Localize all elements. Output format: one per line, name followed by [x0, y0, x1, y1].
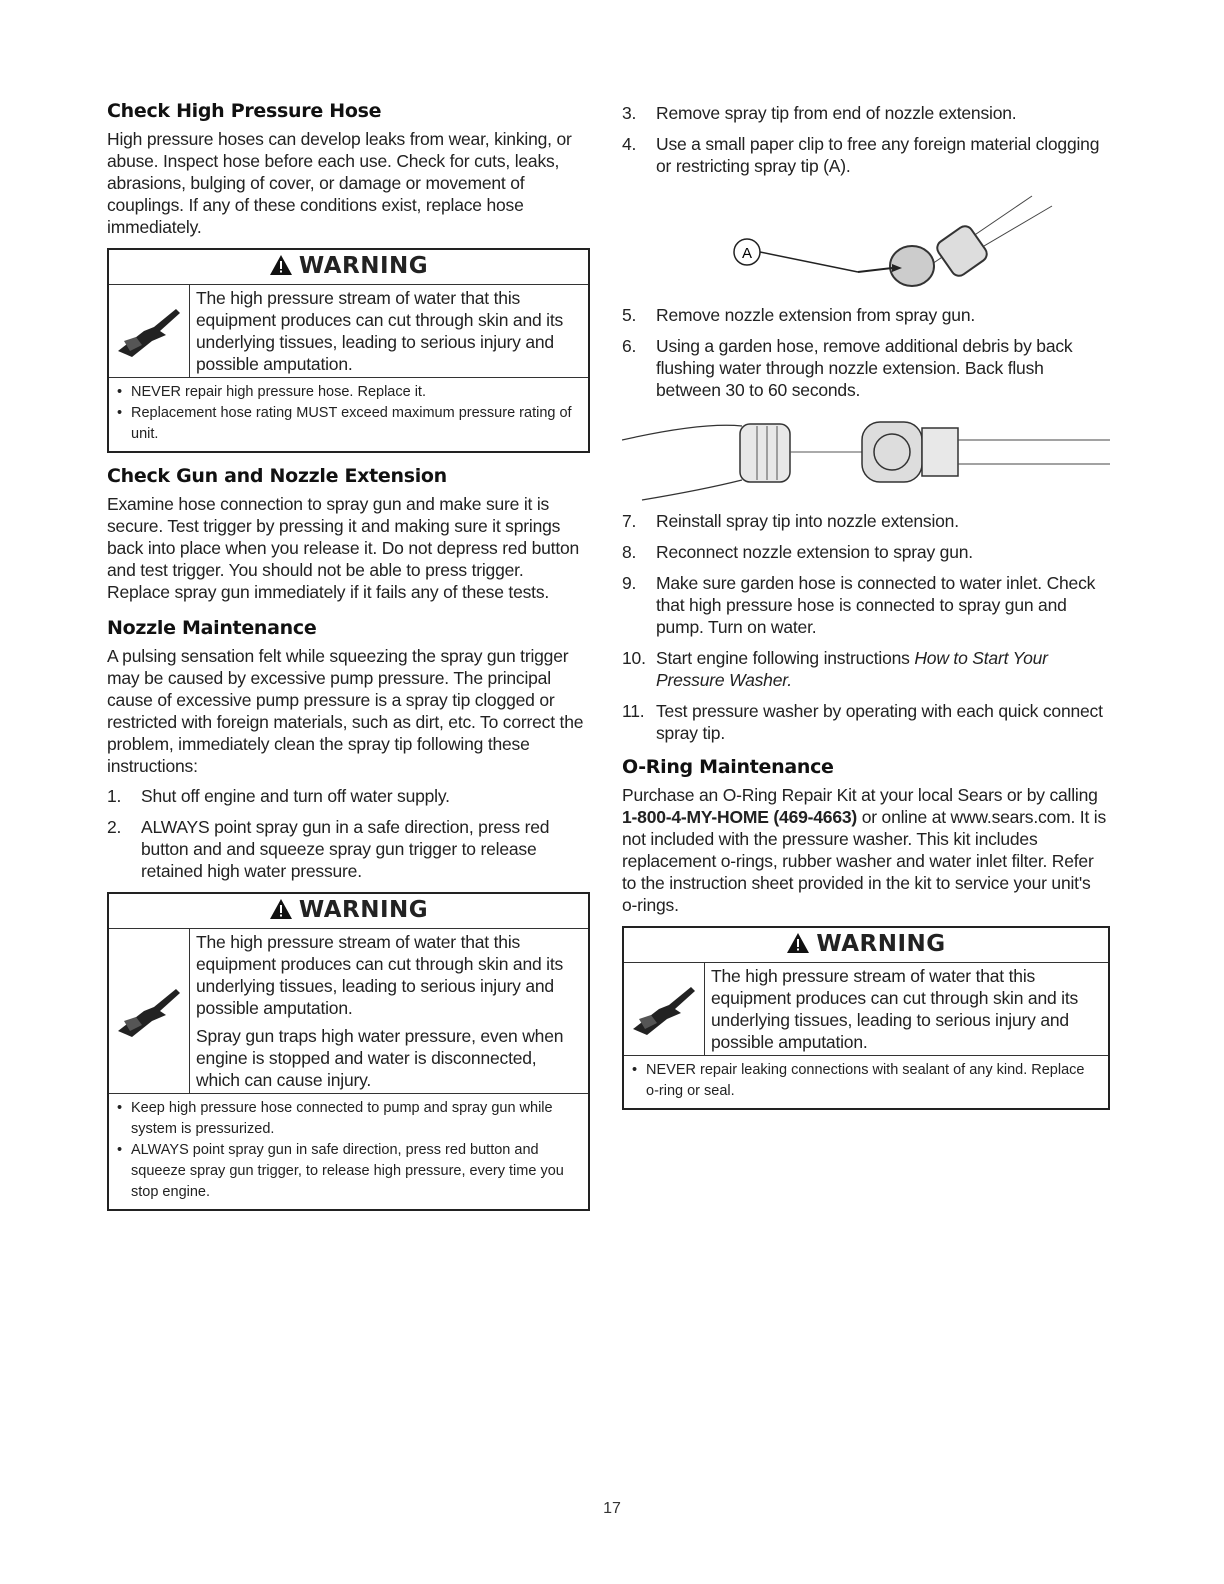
right-column — [622, 102, 1110, 1122]
warning-triangle-icon — [269, 254, 293, 276]
list-item: 6. Using a garden hose, remove additional debris by back flushing water through nozzle extension. Back flush between 30 to 60 seconds. — [622, 336, 1073, 400]
warning-triangle-icon — [269, 898, 293, 920]
warning-bullets — [624, 1056, 1108, 1108]
warning-bullet: • NEVER repair high pressure hose. Replace it. — [117, 382, 580, 403]
section-title: Check High Pressure Hose — [107, 100, 382, 122]
section-nozzle — [107, 617, 590, 882]
warning-bullets — [109, 378, 588, 451]
section-body: Examine hose connection to spray gun and make sure it is secure. Test trigger by pressing it and making sure it springs back into place when you release it. Do not depress red button and test trigger. You should not be able to press trigger. Replace spray gun immediately if it fails any of these tests. — [107, 494, 580, 602]
list-item: 2. ALWAYS point spray gun in a safe direction, press red button and and squeeze spray gun trigger to release retained high water pressure. — [107, 817, 550, 881]
list-item: 3. Remove spray tip from end of nozzle extension. — [622, 103, 1017, 123]
list-item: 10. Start engine following instructions How to Start Your Pressure Washer. — [622, 648, 1048, 690]
list-item: 5. Remove nozzle extension from spray gun. — [622, 305, 976, 325]
section-title: O-Ring Maintenance — [622, 756, 834, 778]
hose-connection-figure — [622, 410, 1110, 510]
warning-bullet: • Replacement hose rating MUST exceed maximum pressure rating of unit. — [117, 403, 580, 445]
list-item: 8. Reconnect nozzle extension to spray gun. — [622, 542, 973, 562]
section-title: Check Gun and Nozzle Extension — [107, 465, 447, 487]
hand-injury-icon — [109, 929, 190, 1093]
list-item: 7. Reinstall spray tip into nozzle extension. — [622, 511, 959, 531]
section-oring — [622, 756, 1110, 916]
warning-text: The high pressure stream of water that this equipment produces can cut through skin and its underlying tissues, leading to serious injury and possible amputation. — [711, 966, 1079, 1052]
section-gun — [107, 465, 590, 603]
warning-bullets — [109, 1094, 588, 1209]
section-body: High pressure hoses can develop leaks from wear, kinking, or abuse. Inspect hose before each use. Check for cuts, leaks, abrasions, bulging of cover, or damage or movement of couplings. If any of these conditions exist, replace hose immediately. — [107, 129, 572, 237]
warning-box — [622, 926, 1110, 1110]
list-item: 4. Use a small paper clip to free any foreign material clogging or restricting spray tip (A). — [622, 134, 1100, 176]
warning-box — [107, 248, 590, 453]
list-item: 1. Shut off engine and turn off water supply. — [107, 786, 450, 806]
step-list — [622, 102, 1110, 177]
section-body: Purchase an O-Ring Repair Kit at your local Sears or by calling 1-800-4-MY-HOME (469-4663) or online at www.sears.com. It is not included with the pressure washer. This kit includes replacement o-rings, rubber washer and water inlet filter. Refer to the instruction sheet provided in the kit to service your unit's o-rings. — [622, 785, 1107, 915]
left-column — [107, 100, 590, 1223]
warning-bullet: • Keep high pressure hose connected to pump and spray gun while system is pressurized. — [117, 1098, 580, 1140]
warning-text: Spray gun traps high water pressure, even when engine is stopped and water is disconnected, which can cause injury. — [196, 1026, 564, 1090]
step-list — [107, 785, 590, 882]
step-list — [622, 304, 1110, 401]
step-list — [622, 510, 1110, 744]
section-title: Nozzle Maintenance — [107, 617, 317, 639]
warning-box — [107, 892, 590, 1211]
callout-label: A — [741, 245, 753, 262]
warning-heading: WARNING — [109, 894, 588, 929]
hand-injury-icon — [624, 963, 705, 1055]
page-number: 17 — [603, 1500, 621, 1517]
warning-heading: WARNING — [624, 928, 1108, 963]
phone-number: 1-800-4-MY-HOME (469-4663) — [622, 807, 858, 827]
warning-heading: WARNING — [109, 250, 588, 285]
warning-text: The high pressure stream of water that this equipment produces can cut through skin and its underlying tissues, leading to serious injury and possible amputation. — [196, 288, 564, 374]
list-item: 9. Make sure garden hose is connected to water inlet. Check that high pressure hose is connected to spray gun and pump. Turn on water. — [622, 573, 1096, 637]
list-item: 11. Test pressure washer by operating with each quick connect spray tip. — [622, 701, 1103, 743]
hand-injury-icon — [109, 285, 190, 377]
spray-tip-illustration — [622, 186, 1110, 304]
warning-text: The high pressure stream of water that this equipment produces can cut through skin and its underlying tissues, leading to serious injury and possible amputation. — [196, 932, 564, 1018]
warning-bullet: • NEVER repair leaking connections with sealant of any kind. Replace o-ring or seal. — [632, 1060, 1100, 1102]
section-body: A pulsing sensation felt while squeezing the spray gun trigger may be caused by excessive pump pressure. The principal cause of excessive pump pressure is a spray tip clogged or restricted with foreign materials, such as dirt, etc. To correct the problem, immediately clean the spray tip following these instructions: — [107, 646, 584, 776]
hose-connection-illustration — [622, 410, 1110, 510]
warning-bullet: • ALWAYS point spray gun in safe direction, press red button and squeeze spray gun trigger, to release high pressure, every time you stop engine. — [117, 1140, 580, 1203]
spray-tip-figure — [622, 186, 1110, 304]
section-hose — [107, 100, 590, 238]
warning-triangle-icon — [786, 932, 810, 954]
